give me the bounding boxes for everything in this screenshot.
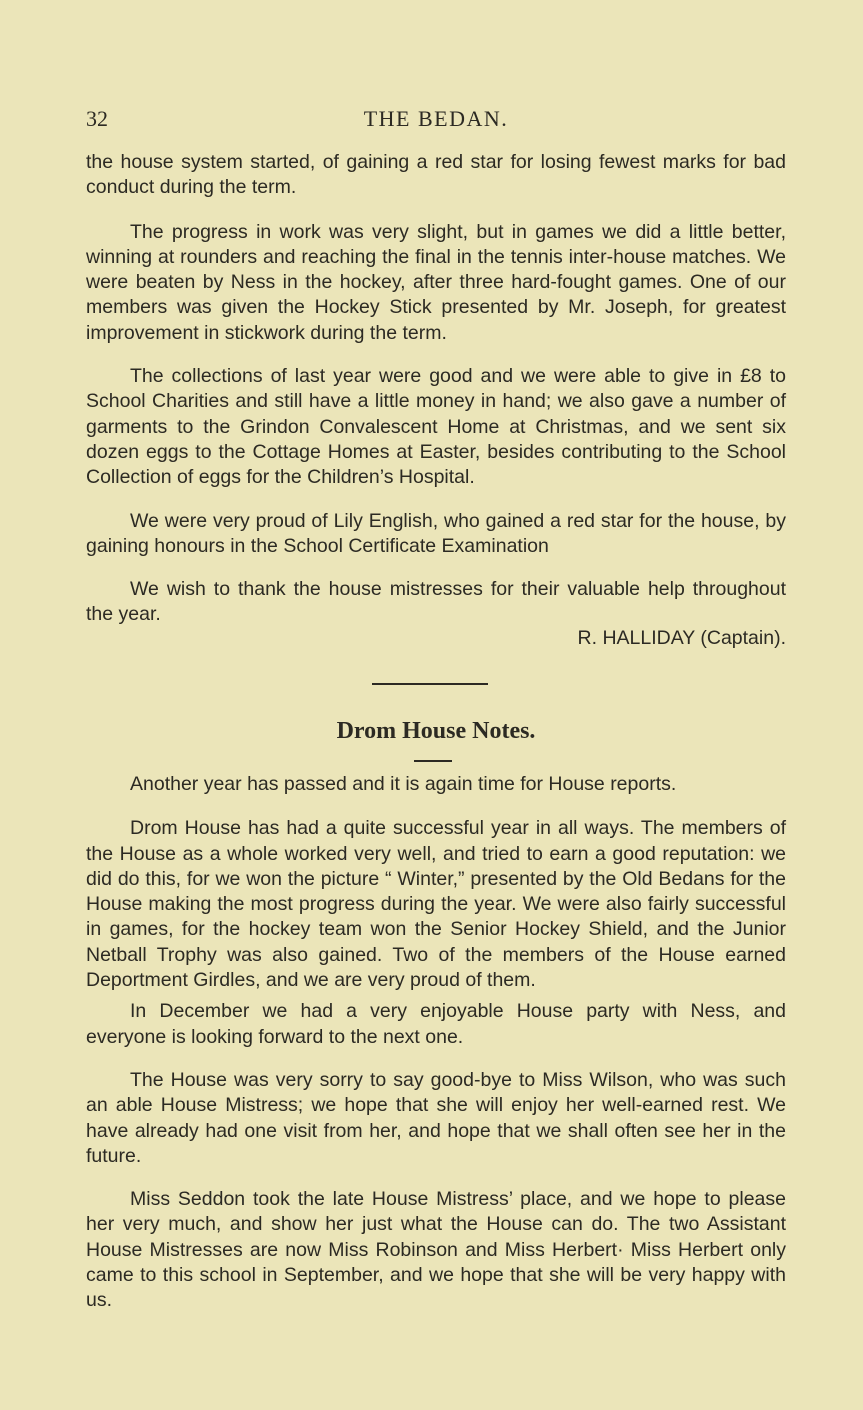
page-number: 32 (86, 106, 108, 131)
page-header (86, 106, 786, 136)
drom-house-notes (86, 772, 786, 1314)
drom-paragraph-3: In December we had a very enjoyable House party with Ness, and everyone is looking forward to the next one. (86, 1000, 786, 1048)
paragraph-2: The progress in work was very slight, but in games we did a little better, winning at rounders and reaching the final in the tennis inter-house matches. We were beaten by Ness in the hockey, after three hard-fought games. One of our members was given the Hockey Stick presented by Mr. Joseph, for greatest improvement in stickwork during the term. (86, 220, 786, 344)
section-title: Drom House Notes. (336, 718, 536, 744)
signature: R. HALLIDAY (Captain). (577, 627, 786, 649)
section-divider (372, 683, 488, 685)
house-notes-continued (86, 150, 786, 628)
paragraph-5: We wish to thank the house mistresses for their valuable help throughout the year. (86, 578, 786, 626)
paragraph-4: We were very proud of Lily English, who gained a red star for the house, by gaining honours in the School Certificate Examination (86, 509, 786, 557)
drom-paragraph-1: Another year has passed and it is again time for House reports. (130, 773, 677, 795)
drom-paragraph-4: The House was very sorry to say good-bye to Miss Wilson, who was such an able House Mistress; we hope that she will enjoy her well-earned rest. We have already had one visit from her, and hope that we shall often see her in the future. (86, 1068, 786, 1167)
drom-paragraph-2: Drom House has had a quite successful year in all ways. The members of the House as a whole worked very well, and tried to earn a good reputation: we did do this, for we won the picture “ Winter,” presented by the Old Bedans for the House making the most progress during the year. We were also fairly successful in games, for the hockey team won the Senior Hockey Shield, and the Junior Netball Trophy was also gained. Two of the members of the House earned Deportment Girdles, and we are very proud of them. (86, 817, 786, 992)
title-underline (414, 760, 452, 762)
paragraph-3: The collections of last year were good and we were able to give in £8 to School Charities and still have a little money in hand; we also gave a number of garments to the Grindon Convalescent Home at Christmas, and we sent six dozen eggs to the Cottage Homes at Easter, besides contributing to the School Collection of eggs for the Children’s Hospital. (86, 365, 786, 489)
running-head: THE BEDAN. (363, 106, 509, 131)
paragraph-1: the house system started, of gaining a red star for losing fewest marks for bad conduct during the term. (86, 151, 786, 199)
drom-paragraph-5: Miss Seddon took the late House Mistress’ place, and we hope to please her very much, and show her just what the House can do. The two Assistant House Mistresses are now Miss Robinson and Miss Herbert· Miss Herbert only came to this school in September, and we hope that she will be very happy with us. (86, 1188, 786, 1312)
